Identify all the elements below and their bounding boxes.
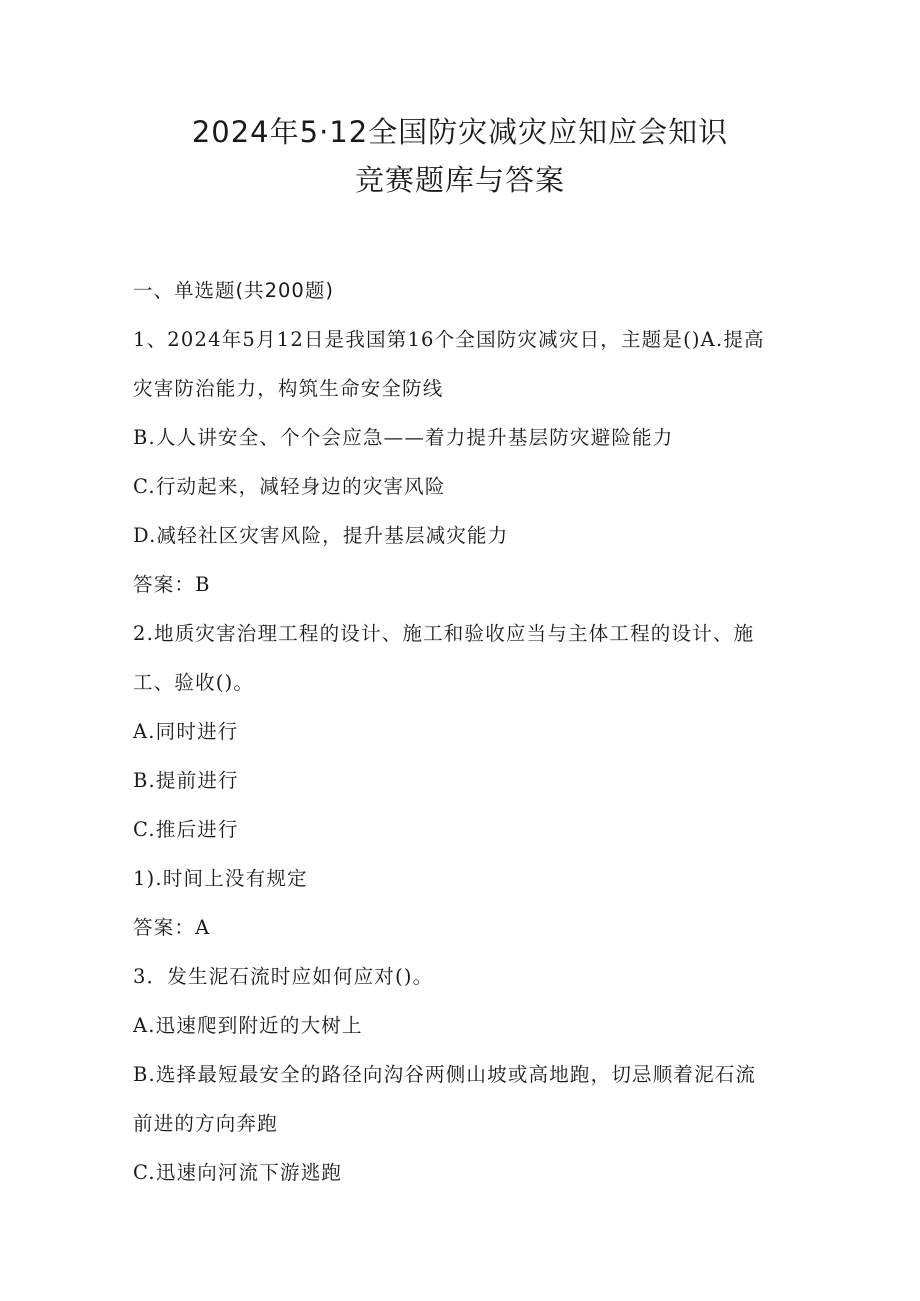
question-2-stem-continued: 工、验收()。 xyxy=(133,671,255,694)
question-2-option-a: A.同时进行 xyxy=(133,720,239,743)
question-3-option-c: C.迅速向河流下游逃跑 xyxy=(133,1161,343,1184)
document-body xyxy=(133,266,793,1197)
document-title xyxy=(0,108,920,204)
question-2-option-c: C.推后进行 xyxy=(133,818,239,841)
question-3-option-b: B.选择最短最安全的路径向沟谷两侧山坡或高地跑，切忌顺着泥石流 xyxy=(133,1063,757,1086)
question-1-option-b: B.人人讲安全、个个会应急——着力提升基层防灾避险能力 xyxy=(133,426,674,449)
title-line-1: 2024年5·12全国防灾减灾应知应会知识 xyxy=(191,115,729,149)
question-1-stem: 1、2024年5月12日是我国第16个全国防灾减灾日，主题是()A.提高 xyxy=(133,328,765,351)
question-2-option-d: 1).时间上没有规定 xyxy=(133,867,308,890)
question-1-option-c: C.行动起来，减轻身边的灾害风险 xyxy=(133,475,446,498)
section-heading: 一、单选题(共200题) xyxy=(133,279,334,302)
question-2-answer: 答案：A xyxy=(133,916,211,939)
question-1-answer: 答案：B xyxy=(133,573,211,596)
question-2-option-b: B.提前进行 xyxy=(133,769,239,792)
title-line-2: 竞赛题库与答案 xyxy=(354,163,565,197)
question-1-stem-continued: 灾害防治能力，构筑生命安全防线 xyxy=(133,377,444,400)
question-3-option-b-continued: 前进的方向奔跑 xyxy=(133,1112,278,1135)
question-3-stem: 3．发生泥石流时应如何应对()。 xyxy=(133,965,434,988)
question-2-stem: 2.地质灾害治理工程的设计、施工和验收应当与主体工程的设计、施 xyxy=(133,622,755,645)
question-1-option-d: D.减轻社区灾害风险，提升基层减灾能力 xyxy=(133,524,509,547)
question-3-option-a: A.迅速爬到附近的大树上 xyxy=(133,1014,363,1037)
